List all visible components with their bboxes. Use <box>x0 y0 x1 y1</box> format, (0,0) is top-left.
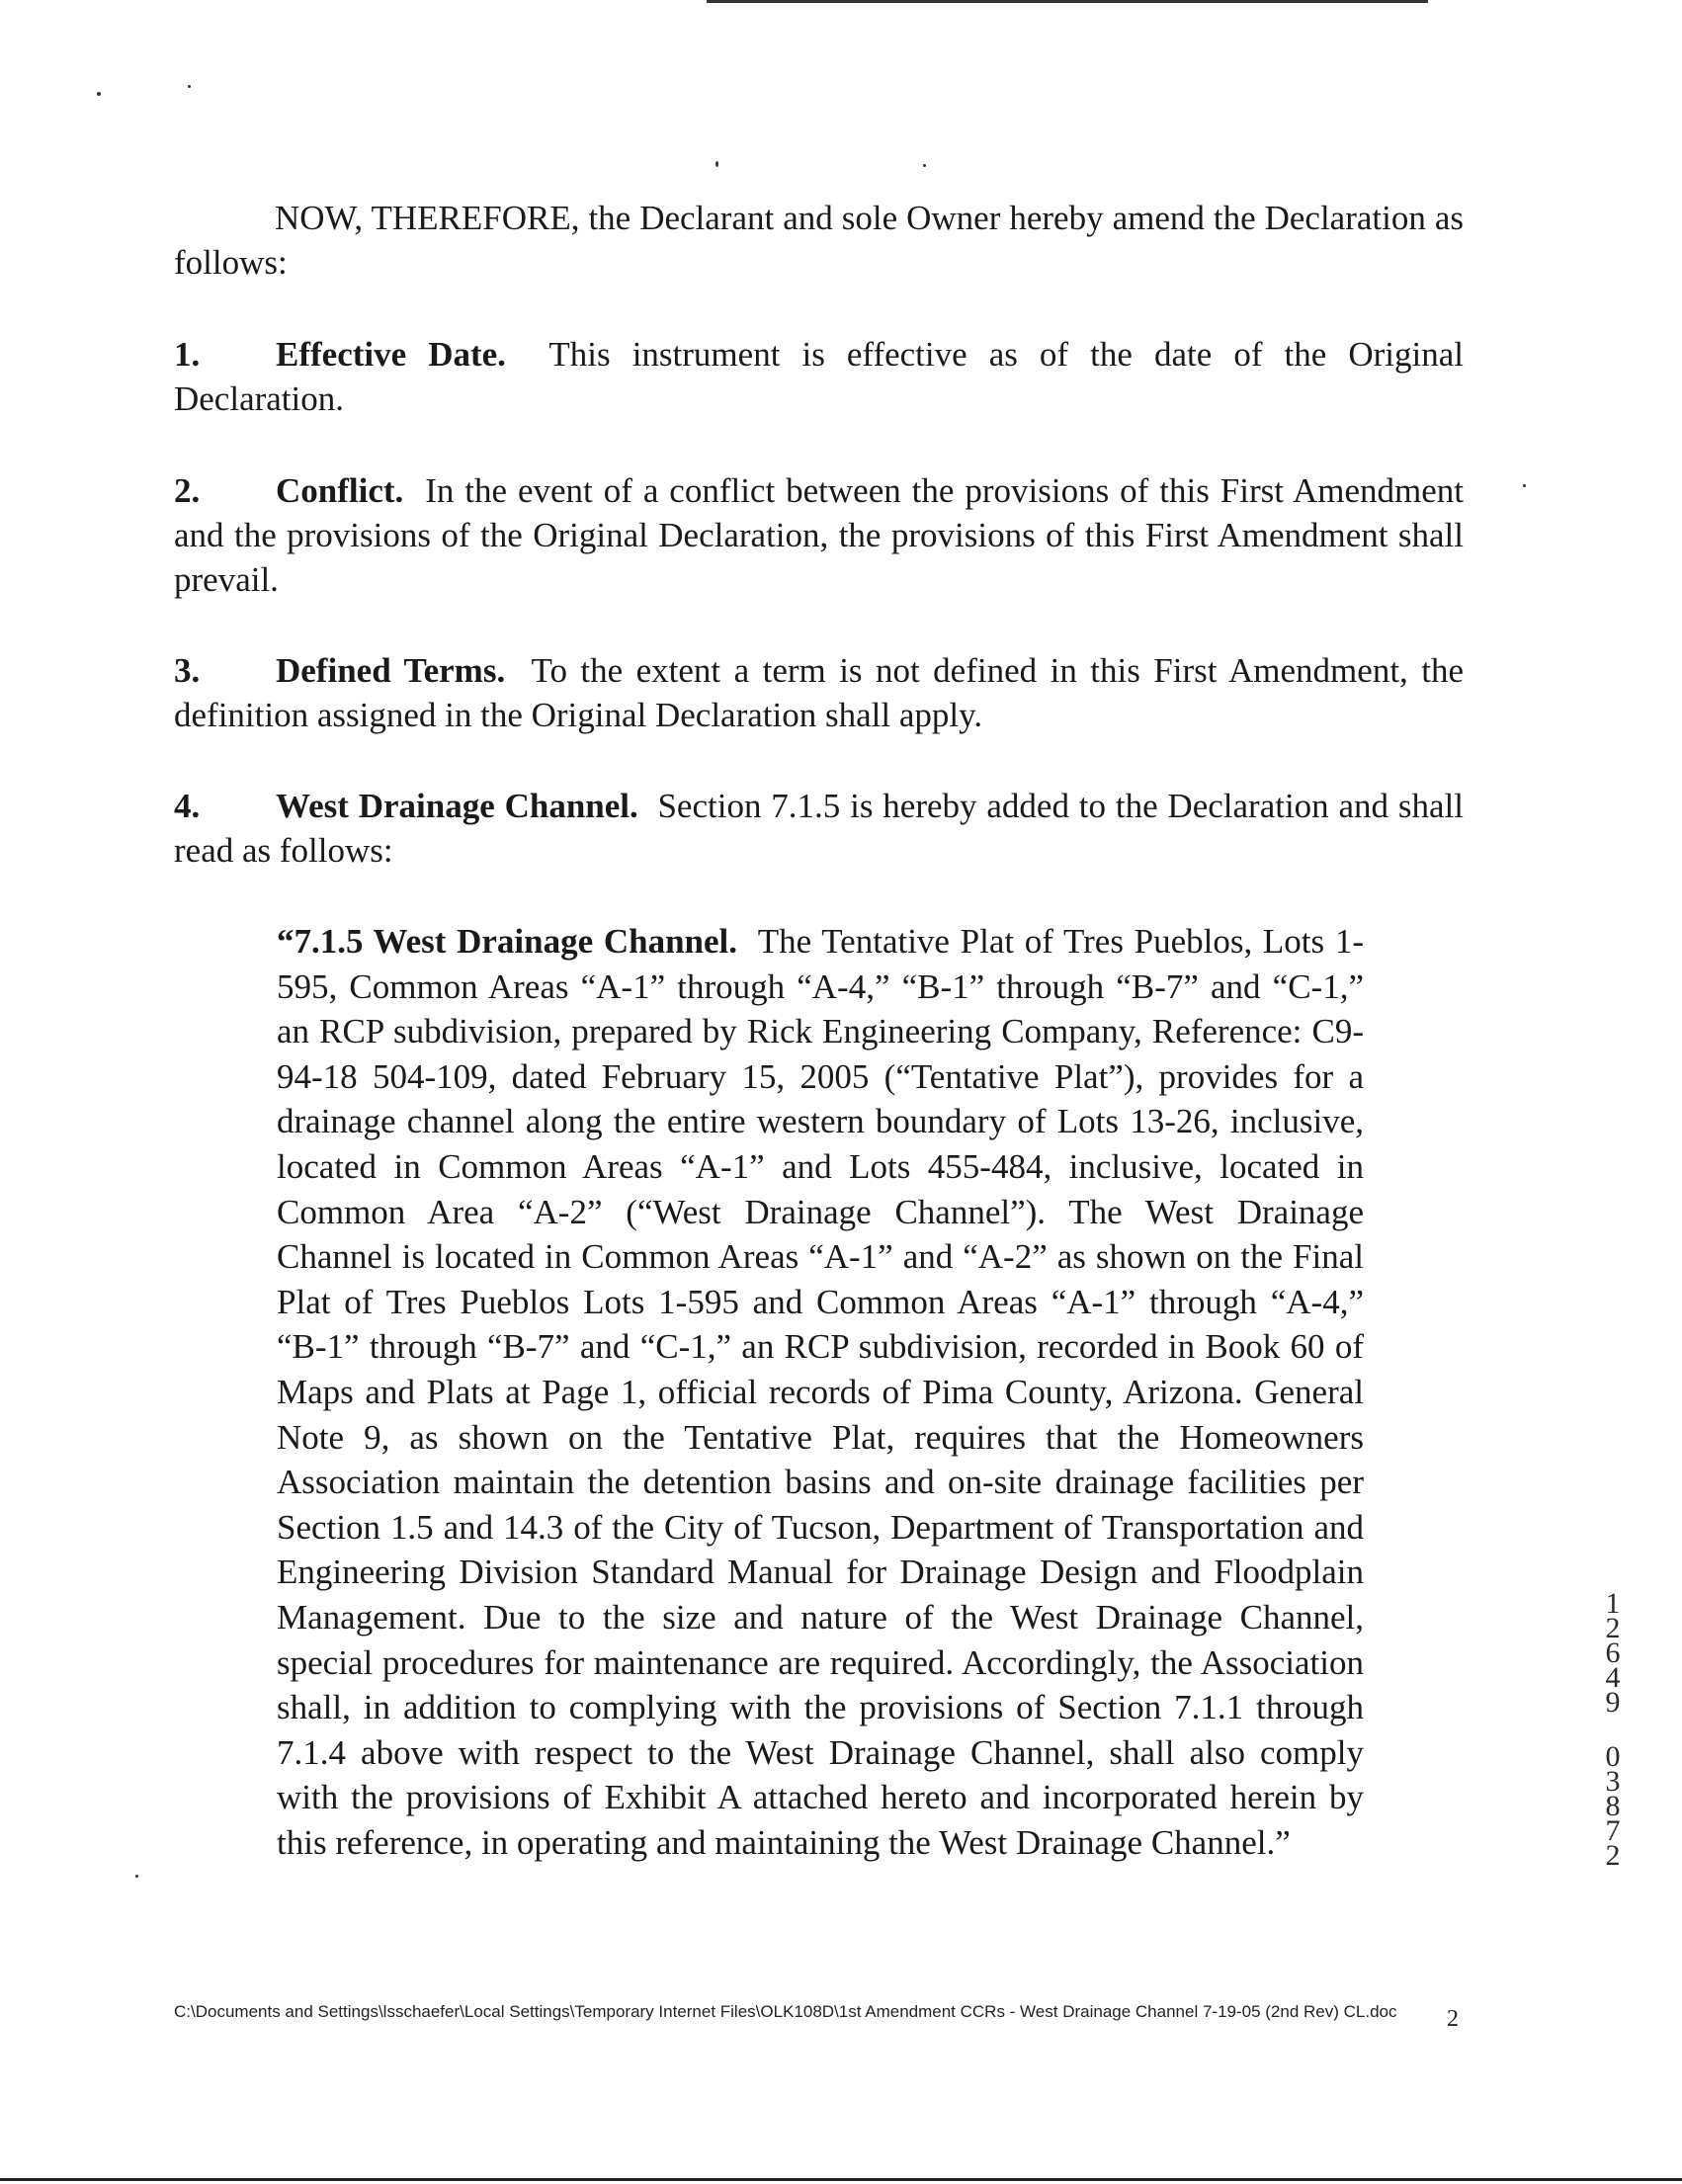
bottom-scan-line <box>0 2178 1682 2181</box>
stamp-digit: 2 <box>1605 1612 1621 1644</box>
section-text: This instrument is effective as of the date of the Original Declaration. <box>174 335 1464 418</box>
footer-file-path: C:\Documents and Settings\lsschaefer\Local Settings\Temporary Internet Files\OLK108D\1st Amendment CCRs - West Drainage Channel 7-19-05 (2nd Rev) CL.doc <box>174 2002 1397 2021</box>
page-number: 2 <box>1447 2006 1459 2032</box>
stamp-digit: 1 <box>1605 1587 1621 1620</box>
scan-speck <box>97 92 101 96</box>
section-text: To the extent a term is not defined in this First Amendment, the definition assigned in the Original Declaration shall apply. <box>174 651 1465 734</box>
stamp-digit: 2 <box>1605 1839 1621 1872</box>
section-number: 1. <box>174 335 201 374</box>
stamp-digit: 0 <box>1605 1740 1621 1773</box>
intro-paragraph: NOW, THEREFORE, the Declarant and sole Owner hereby amend the Declaration as follows: <box>174 199 1464 282</box>
stamp-digit: 3 <box>1605 1765 1621 1798</box>
scan-speck <box>188 85 191 88</box>
quote-body: The Tentative Plat of Tres Pueblos, Lots 1-595, Common Areas “A-1” through “A-4,” “B-1” through “B-7” and “C-1,” an RCP subdivision, prepared by Rick Engineering Company, Reference: C9-94-18 504-109, dated February 15, 2005 (“Tentative Plat”), provides for a drainage channel along the entire western boundary of Lots 13-26, inclusive, located in Common Areas “A-1” and Lots 455-484, inclusive, located in Common Area “A-2” (“West Drainage Channel”). The West Drainage Channel is located in Common Areas “A-1” and “A-2” as shown on the Final Plat of Tres Pueblos Lots 1-595 and Common Areas “A-1” through “A-4,” “B-1” through “B-7” and “C-1,” an RCP subdivision, recorded in Book 60 of Maps and Plats at Page 1, official records of Pima County, Arizona. General Note 9, as shown on the Tentative Plat, requires that the Homeowners Association maintain the detention basins and on-site drainage facilities per Section 1.5 and 14.3 of the City of Tucson, Department of Transportation and Engineering Division Standard Manual for Drainage Design and Floodplain Management. Due to the size and nature of the West Drainage Channel, special procedures for maintenance are required. Accordingly, the Association shall, in addition to complying with the provisions of Section 7.1.1 through 7.1.4 above with respect to the West Drainage Channel, shall also comply with the provisions of Exhibit A attached hereto and incorporated herein by this reference, in operating and maintaining the West Drainage Channel.” <box>277 922 1364 1862</box>
quote-heading: “7.1.5 West Drainage Channel. <box>277 922 738 961</box>
stamp-digit: 8 <box>1605 1790 1621 1822</box>
section-heading: Conflict. <box>276 471 404 510</box>
section-heading: Defined Terms. <box>276 651 506 690</box>
stamp-digit: 4 <box>1605 1661 1621 1694</box>
section-heading: Effective Date. <box>276 335 506 374</box>
stamp-digit: 9 <box>1605 1686 1621 1719</box>
section-west-drainage-channel <box>174 784 1464 873</box>
section-effective-date <box>174 332 1464 421</box>
section-heading: West Drainage Channel. <box>276 787 638 825</box>
quoted-section-7-1-5 <box>277 919 1364 1865</box>
top-scan-line <box>707 0 1428 3</box>
section-text: Section 7.1.5 is hereby added to the Declaration and shall read as follows: <box>174 787 1464 870</box>
section-number: 2. <box>174 471 201 510</box>
section-number: 4. <box>174 787 201 825</box>
margin-recording-stamp <box>1601 1587 1625 1872</box>
section-number: 3. <box>174 651 201 690</box>
scan-speck <box>135 1875 138 1878</box>
scan-speck <box>1523 484 1526 487</box>
stamp-digit: 6 <box>1605 1637 1621 1669</box>
section-text: In the event of a conflict between the provisions of this First Amendment and the provisions of the Original Declaration, the provisions of this First Amendment shall prevail. <box>174 471 1464 599</box>
stamp-digit: 7 <box>1605 1814 1621 1847</box>
scan-speck <box>715 161 718 167</box>
section-defined-terms <box>174 648 1464 737</box>
scan-speck <box>923 164 926 167</box>
section-conflict <box>174 468 1464 602</box>
